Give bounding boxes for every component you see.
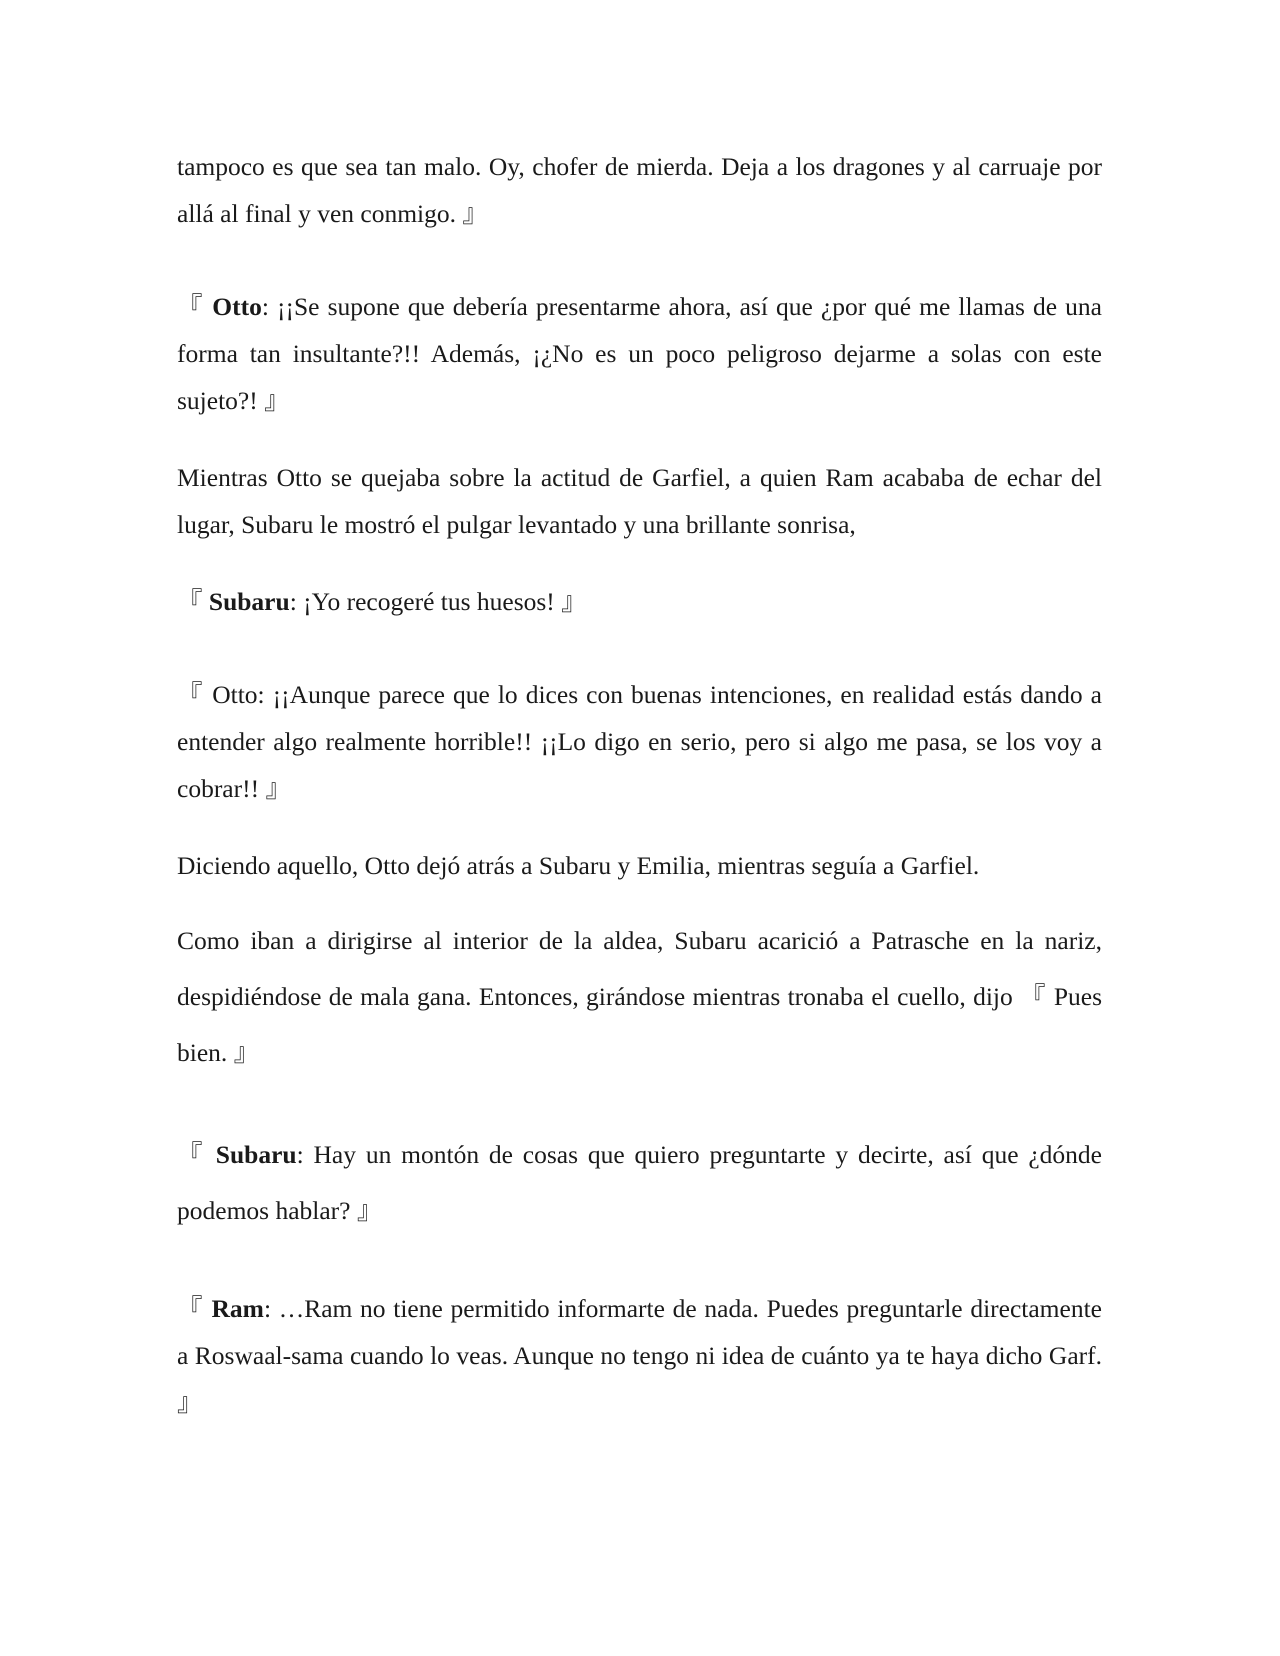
- quote-open: 『: [177, 587, 209, 616]
- quote-open: 『: [177, 1140, 216, 1169]
- dialogue-text: : Hay un montón de cosas que quiero preguntarte y decirte, así que ¿dónde podemos hablar? 』: [177, 1140, 1102, 1225]
- paragraph-narration-1: tampoco es que sea tan malo. Oy, chofer de mierda. Deja a los dragones y al carruaje por allá al final y ven conmigo. 』: [177, 152, 1102, 228]
- dialogue-otto-2: 『 Otto: ¡¡Aunque parece que lo dices con buenas intenciones, en realidad estás dando a entender algo realmente horrible!! ¡¡Lo digo en serio, pero si algo me pasa, se los voy a cobrar!! 』: [177, 680, 1102, 803]
- paragraph-narration-4: Como iban a dirigirse al interior de la aldea, Subaru acarició a Patrasche en la nariz, despidiéndose de mala gana. Entonces, girándose mientras tronaba el cuello, dijo 『 Pues bien. 』: [177, 926, 1102, 1067]
- quote-open: 『: [177, 292, 213, 321]
- speaker-name: Otto: [212, 292, 262, 321]
- paragraph-narration-3: Diciendo aquello, Otto dejó atrás a Subaru y Emilia, mientras seguía a Garfiel.: [177, 851, 980, 880]
- dialogue-otto-1: [177, 283, 1102, 424]
- dialogue-subaru-1: [177, 578, 1102, 625]
- speaker-name: Subaru: [208, 587, 290, 616]
- speaker-name: Subaru: [215, 1140, 297, 1169]
- dialogue-subaru-2: [177, 1127, 1102, 1239]
- dialogue-text: : …Ram no tiene permitido informarte de nada. Puedes preguntarle directamente a Roswaal-sama cuando lo veas. Aunque no tengo ni idea de cuánto ya te haya dicho Garf. 』: [177, 1294, 1102, 1417]
- paragraph-narration-2: Mientras Otto se quejaba sobre la actitud de Garfiel, a quien Ram acababa de echar del lugar, Subaru le mostró el pulgar levantado y una brillante sonrisa,: [177, 463, 1102, 539]
- quote-open: 『: [177, 1294, 212, 1323]
- speaker-name: Ram: [211, 1294, 264, 1323]
- dialogue-ram-1: [177, 1285, 1102, 1426]
- dialogue-text: : ¡¡Se supone que debería presentarme ahora, así que ¿por qué me llamas de una forma tan insultante?!! Además, ¡¿No es un poco peligroso dejarme a solas con este sujeto?! 』: [177, 292, 1102, 415]
- dialogue-text: : ¡Yo recogeré tus huesos! 』: [289, 587, 587, 616]
- document-page: [177, 143, 1102, 1426]
